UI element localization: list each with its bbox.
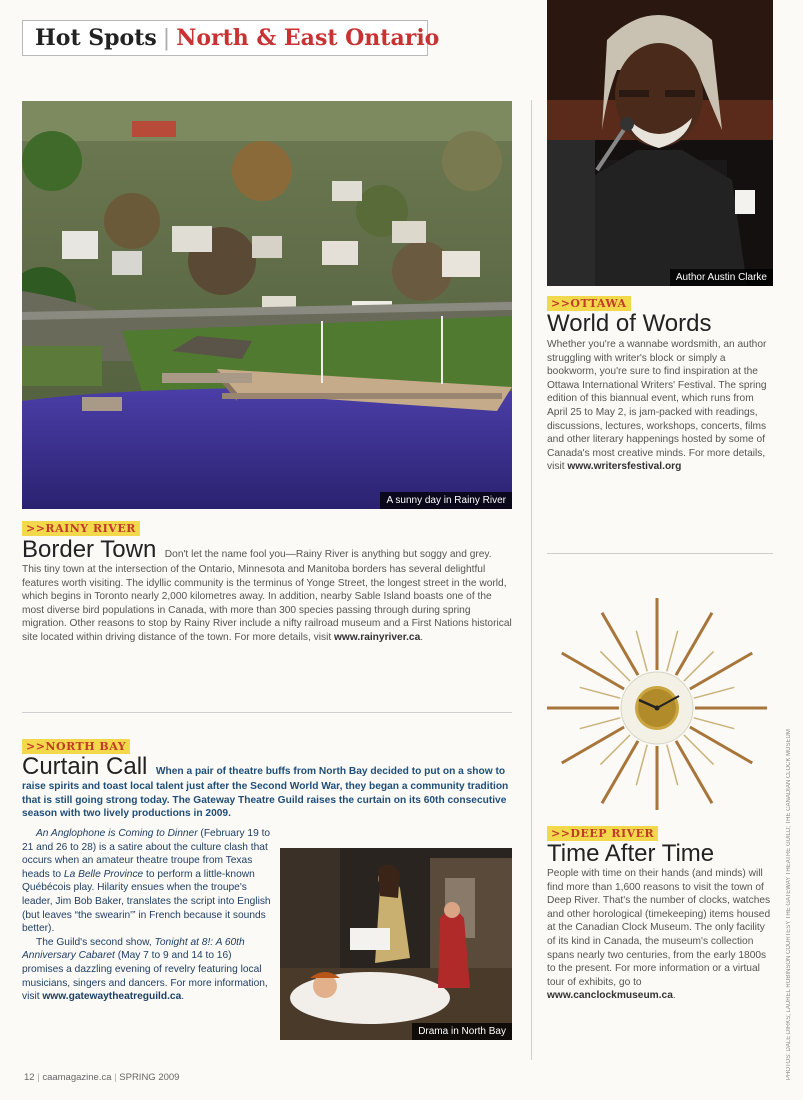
section-title: Hot Spots: [35, 25, 157, 51]
ottawa-headline: World of Words: [547, 310, 712, 337]
clock-ray: [694, 718, 735, 729]
deep-river-body: People with time on their hands (and minds) will find more than 1,600 reasons to visit the town of Deep River. That's the number of clocks, watches and other horological (timekeeping) items housed at the Canadian Clock Museum. The only facility of its kind in Canada, the museum's collection spans nearly two centuries, from the early 1800s to the present. For more information or a virtual tour of exhibits, go to: [547, 868, 771, 988]
north-bay-show2-title: Tonight at 8!: A 60th Anniversary Cabaret: [22, 936, 245, 962]
rainy-river-headline: Border Town: [22, 536, 157, 563]
rainy-river-photo: [22, 101, 512, 509]
rainy-river-period: .: [420, 631, 424, 643]
ottawa-article: [547, 338, 773, 474]
author-portrait-image: [547, 0, 773, 286]
clock-ray: [667, 631, 678, 672]
north-bay-show2-lead: The Guild's second show,: [36, 936, 155, 948]
clock-ray: [580, 687, 621, 698]
rainy-river-tag: >>RAINY RIVER: [22, 521, 140, 536]
clock-ray: [636, 631, 647, 672]
photo-caption: Author Austin Clarke: [670, 269, 773, 286]
theatre-scene-image: [280, 848, 512, 1040]
deep-river-tag: >>DEEP RIVER: [547, 826, 658, 841]
north-bay-show1-text2: to perform a little-known Québécois play. Hilarity ensues when the troupe's leader, Jim Bob Baker, translates the script into English (but leaves “the swearin'” in French because it sounds better).: [22, 868, 271, 935]
clock-ray: [636, 745, 647, 786]
deep-river-link[interactable]: www.canclockmuseum.ca: [547, 990, 673, 1002]
clock-ray: [694, 687, 735, 698]
clock-ray: [602, 741, 638, 803]
photo-caption: Drama in North Bay: [412, 1023, 512, 1040]
deep-river-period: .: [672, 990, 676, 1002]
ottawa-body: Whether you're a wannabe wordsmith, an author struggling with writer's block or simply a bookworm, you're sure to find inspiration at the Ottawa International Writers' Festival. The spring edition of this biannual event, which runs from April 25 to May 2, is jam-packed with readings, discussions, lectures, workshops, concerts, films and other literary happenings hosted by some of Canada's most creative minds. For more details, visit: [547, 339, 767, 473]
north-bay-headline: Curtain Call: [22, 753, 148, 780]
clock-ray: [580, 718, 621, 729]
right-column-divider: [547, 553, 773, 554]
clock-ray: [667, 745, 678, 786]
clock-ray: [602, 613, 638, 675]
footer-site[interactable]: caamagazine.ca: [42, 1072, 112, 1083]
north-bay-show2-text: (May 7 to 9 and 14 to 16) promises a dazzling evening of revelry featuring local musicians, singers and dancers. For more information, visit: [22, 950, 268, 1003]
photo-caption: A sunny day in Rainy River: [380, 492, 512, 509]
ottawa-tag: >>OTTAWA: [547, 296, 631, 311]
north-bay-period: .: [181, 991, 185, 1003]
north-bay-show1-text: (February 19 to 21 and 26 to 28) is a satire about the culture clash that occurs when an amateur theatre troupe from Texas heads to: [22, 828, 271, 880]
rainy-river-link[interactable]: www.rainyriver.ca: [334, 631, 421, 643]
column-divider: [531, 100, 532, 1060]
page-number: 12: [24, 1072, 35, 1083]
page-footer: 12 | caamagazine.ca | SPRING 2009: [24, 1072, 180, 1083]
ottawa-photo: [547, 0, 773, 286]
north-bay-show1-place: La Belle Province: [63, 868, 144, 880]
north-bay-lead-text: When a pair of theatre buffs from North Bay decided to put on a show to raise spirits and toast local talent just after the Second World War, they began a community tradition that is still going strong today. The Gateway Theatre Guild raises the curtain on its 60th consecutive season with two lively productions in 2009.: [22, 766, 509, 820]
clock-ray: [690, 653, 752, 689]
clock-ray: [690, 727, 752, 763]
rainy-river-article: [22, 537, 512, 645]
north-bay-lead: [22, 754, 512, 821]
north-bay-tag: >>NORTH BAY: [22, 739, 130, 754]
clock-ray: [562, 653, 624, 689]
clock-ray: [676, 613, 712, 675]
north-bay-body: [22, 827, 274, 1004]
ottawa-link[interactable]: www.writersfestival.org: [567, 461, 682, 473]
north-bay-photo: [280, 848, 512, 1040]
footer-issue: SPRING 2009: [119, 1072, 180, 1083]
section-header: [22, 20, 440, 56]
clock-ray: [676, 741, 712, 803]
header-separator: |: [162, 25, 171, 51]
deep-river-headline: Time After Time: [547, 840, 715, 867]
clock-image-wrap: [541, 578, 773, 810]
aerial-town-image: [22, 101, 512, 509]
starburst-clock-image: [541, 578, 773, 810]
deep-river-article: [547, 867, 773, 1003]
region-title: North & East Ontario: [176, 25, 440, 51]
rainy-river-body: Don't let the name fool you—Rainy River is anything but soggy and grey. This tiny town at the intersection of the Ontario, Minnesota and Manitoba borders has several delightful features worth visiting. The idyllic community is the terminus of Yonge Street, the longest street in the world, which begins in Toronto nearly 2,000 kilometres away. In addition, nearby Sable Island boasts one of the most diverse bird populations in Canada, with more than 300 species passing through during spring migration. Other reasons to stop by Rainy River include a nifty railroad museum and a First Nations historical site located within driving distance of the town. For more details, visit: [22, 549, 512, 643]
photo-credits: PHOTOS: DALE DIRKS; LAUREL ROBINSON COURTESY THE GATEWAY THEATRE GUILD; THE CANADIAN CLOCK MUSEUM: [786, 729, 792, 1080]
north-bay-show1-title: An Anglophone is Coming to Dinner: [36, 828, 198, 839]
left-column-divider: [22, 712, 512, 713]
rainy-river-tag-wrap: [22, 519, 140, 537]
clock-ray: [562, 727, 624, 763]
north-bay-link[interactable]: www.gatewaytheatreguild.ca: [42, 991, 182, 1003]
